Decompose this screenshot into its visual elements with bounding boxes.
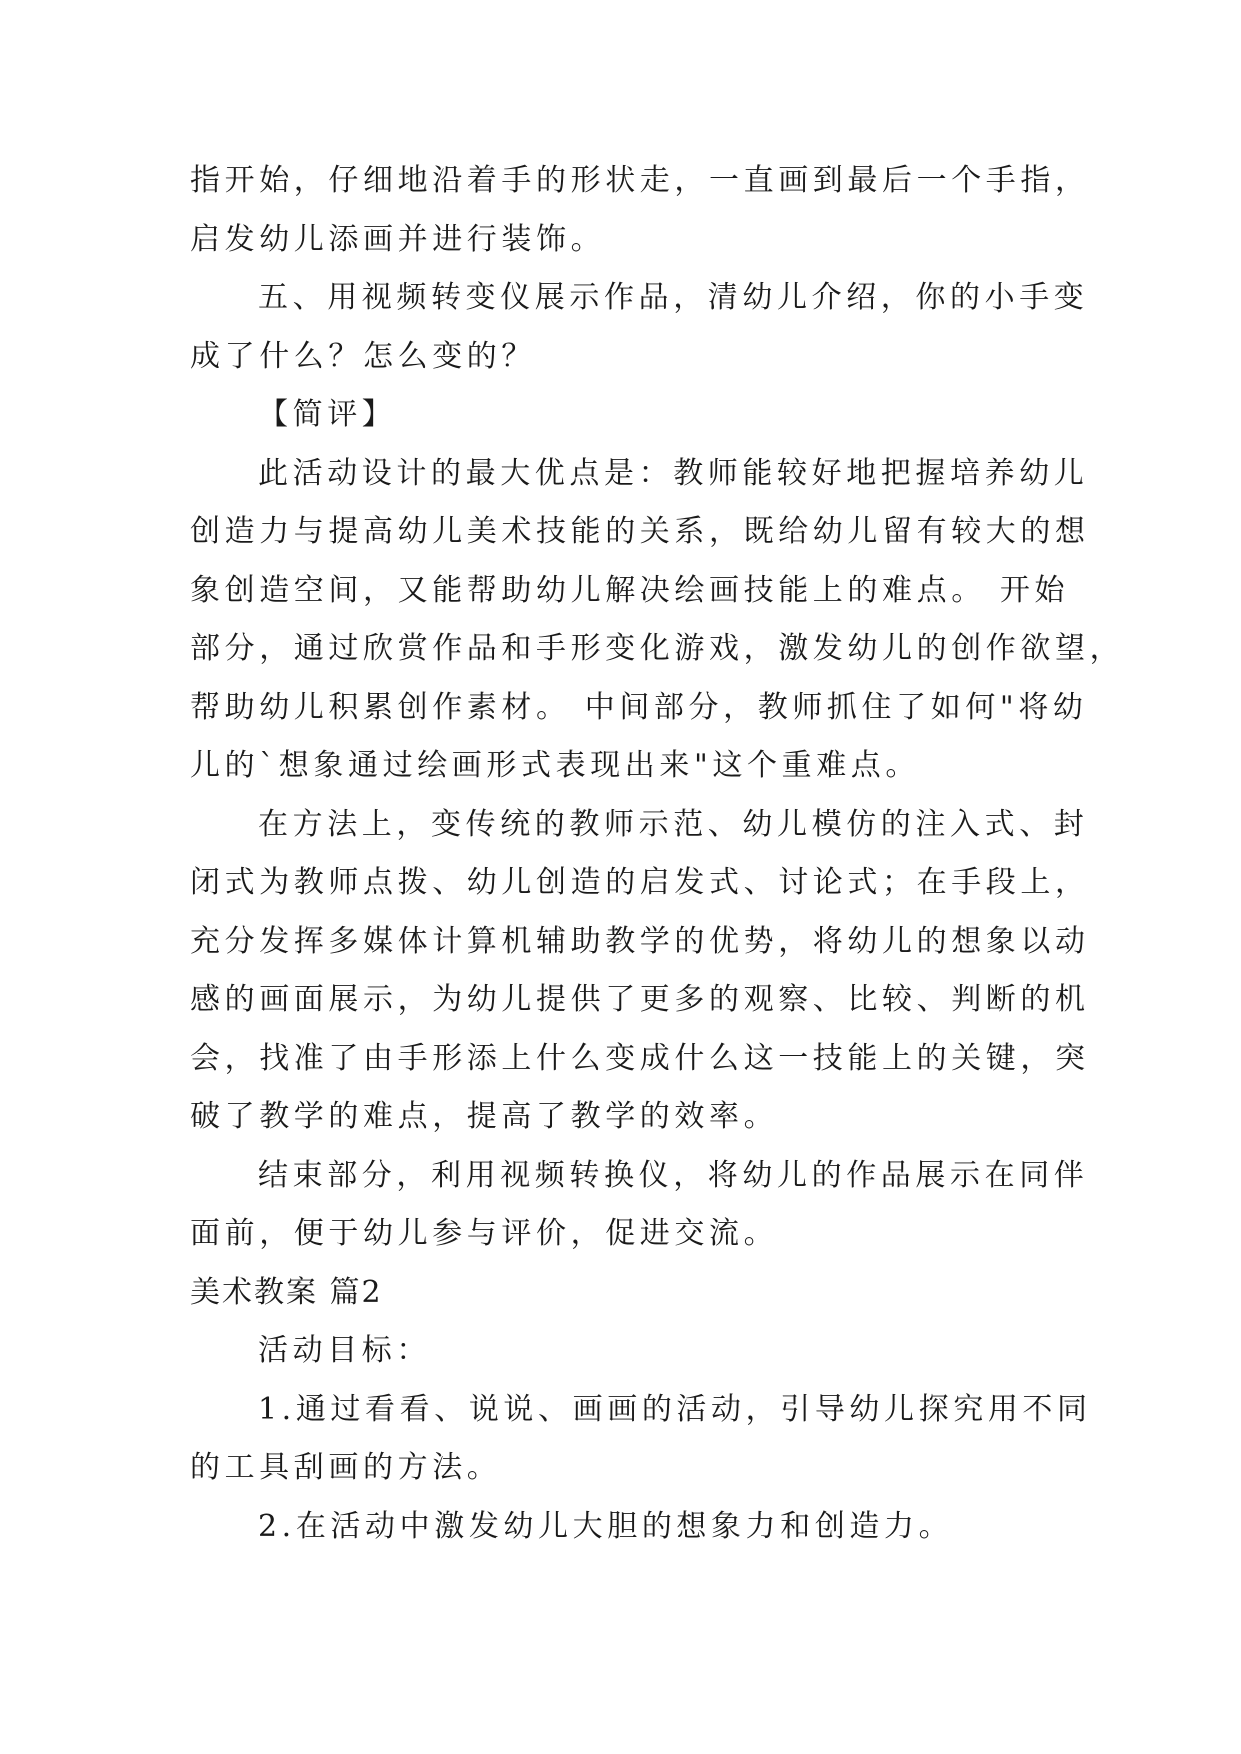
paragraph-line: 此活动设计的最大优点是：教师能较好地把握培养幼儿 bbox=[258, 455, 1089, 491]
paragraph-line: 面前，便于幼儿参与评价，促进交流。 bbox=[190, 1216, 779, 1251]
paragraph-line: 感的画面展示，为幼儿提供了更多的观察、比较、判断的机 bbox=[190, 982, 1090, 1017]
paragraph-line: 象创造空间，又能帮助幼儿解决绘画技能上的难点。 开始 bbox=[190, 572, 1070, 608]
section-label: 【简评】 bbox=[258, 397, 397, 432]
paragraph-line: 启发幼儿添画并进行装饰。 bbox=[190, 221, 606, 257]
paragraph-line: 指开始，仔细地沿着手的形状走，一直画到最后一个手指， bbox=[190, 163, 1090, 198]
paragraph-line: 部分，通过欣赏作品和手形变化游戏，激发幼儿的创作欲望， bbox=[190, 631, 1125, 666]
paragraph-line: 在方法上，变传统的教师示范、幼儿模仿的注入式、封 bbox=[258, 806, 1089, 842]
paragraph-line: 的工具刮画的方法。 bbox=[190, 1450, 502, 1485]
paragraph-line: 儿的`想象通过绘画形式表现出来"这个重难点。 bbox=[190, 748, 920, 783]
paragraph-line: 破了教学的难点，提高了教学的效率。 bbox=[190, 1099, 779, 1134]
paragraph-line: 结束部分，利用视频转换仪，将幼儿的作品展示在同伴 bbox=[258, 1157, 1089, 1193]
paragraph-line: 闭式为教师点拨、幼儿创造的启发式、讨论式；在手段上， bbox=[190, 865, 1090, 900]
list-item: 2.在活动中激发幼儿大胆的想象力和创造力。 bbox=[258, 1508, 954, 1544]
section-heading: 美术教案 篇2 bbox=[190, 1274, 383, 1310]
paragraph-line: 创造力与提高幼儿美术技能的关系，既给幼儿留有较大的想 bbox=[190, 514, 1090, 549]
list-item: 1.通过看看、说说、画画的活动，引导幼儿探究用不同 bbox=[258, 1391, 1092, 1427]
paragraph-line: 五、用视频转变仪展示作品，清幼儿介绍，你的小手变 bbox=[258, 280, 1089, 315]
paragraph-line: 活动目标： bbox=[258, 1333, 431, 1368]
document-body bbox=[190, 152, 1125, 1556]
paragraph-line: 帮助幼儿积累创作素材。 中间部分，教师抓住了如何"将幼 bbox=[190, 689, 1088, 725]
paragraph-line: 充分发挥多媒体计算机辅助教学的优势，将幼儿的想象以动 bbox=[190, 923, 1090, 959]
paragraph-line: 会，找准了由手形添上什么变成什么这一技能上的关键，突 bbox=[190, 1040, 1090, 1076]
paragraph-line: 成了什么？怎么变的？ bbox=[190, 338, 536, 374]
